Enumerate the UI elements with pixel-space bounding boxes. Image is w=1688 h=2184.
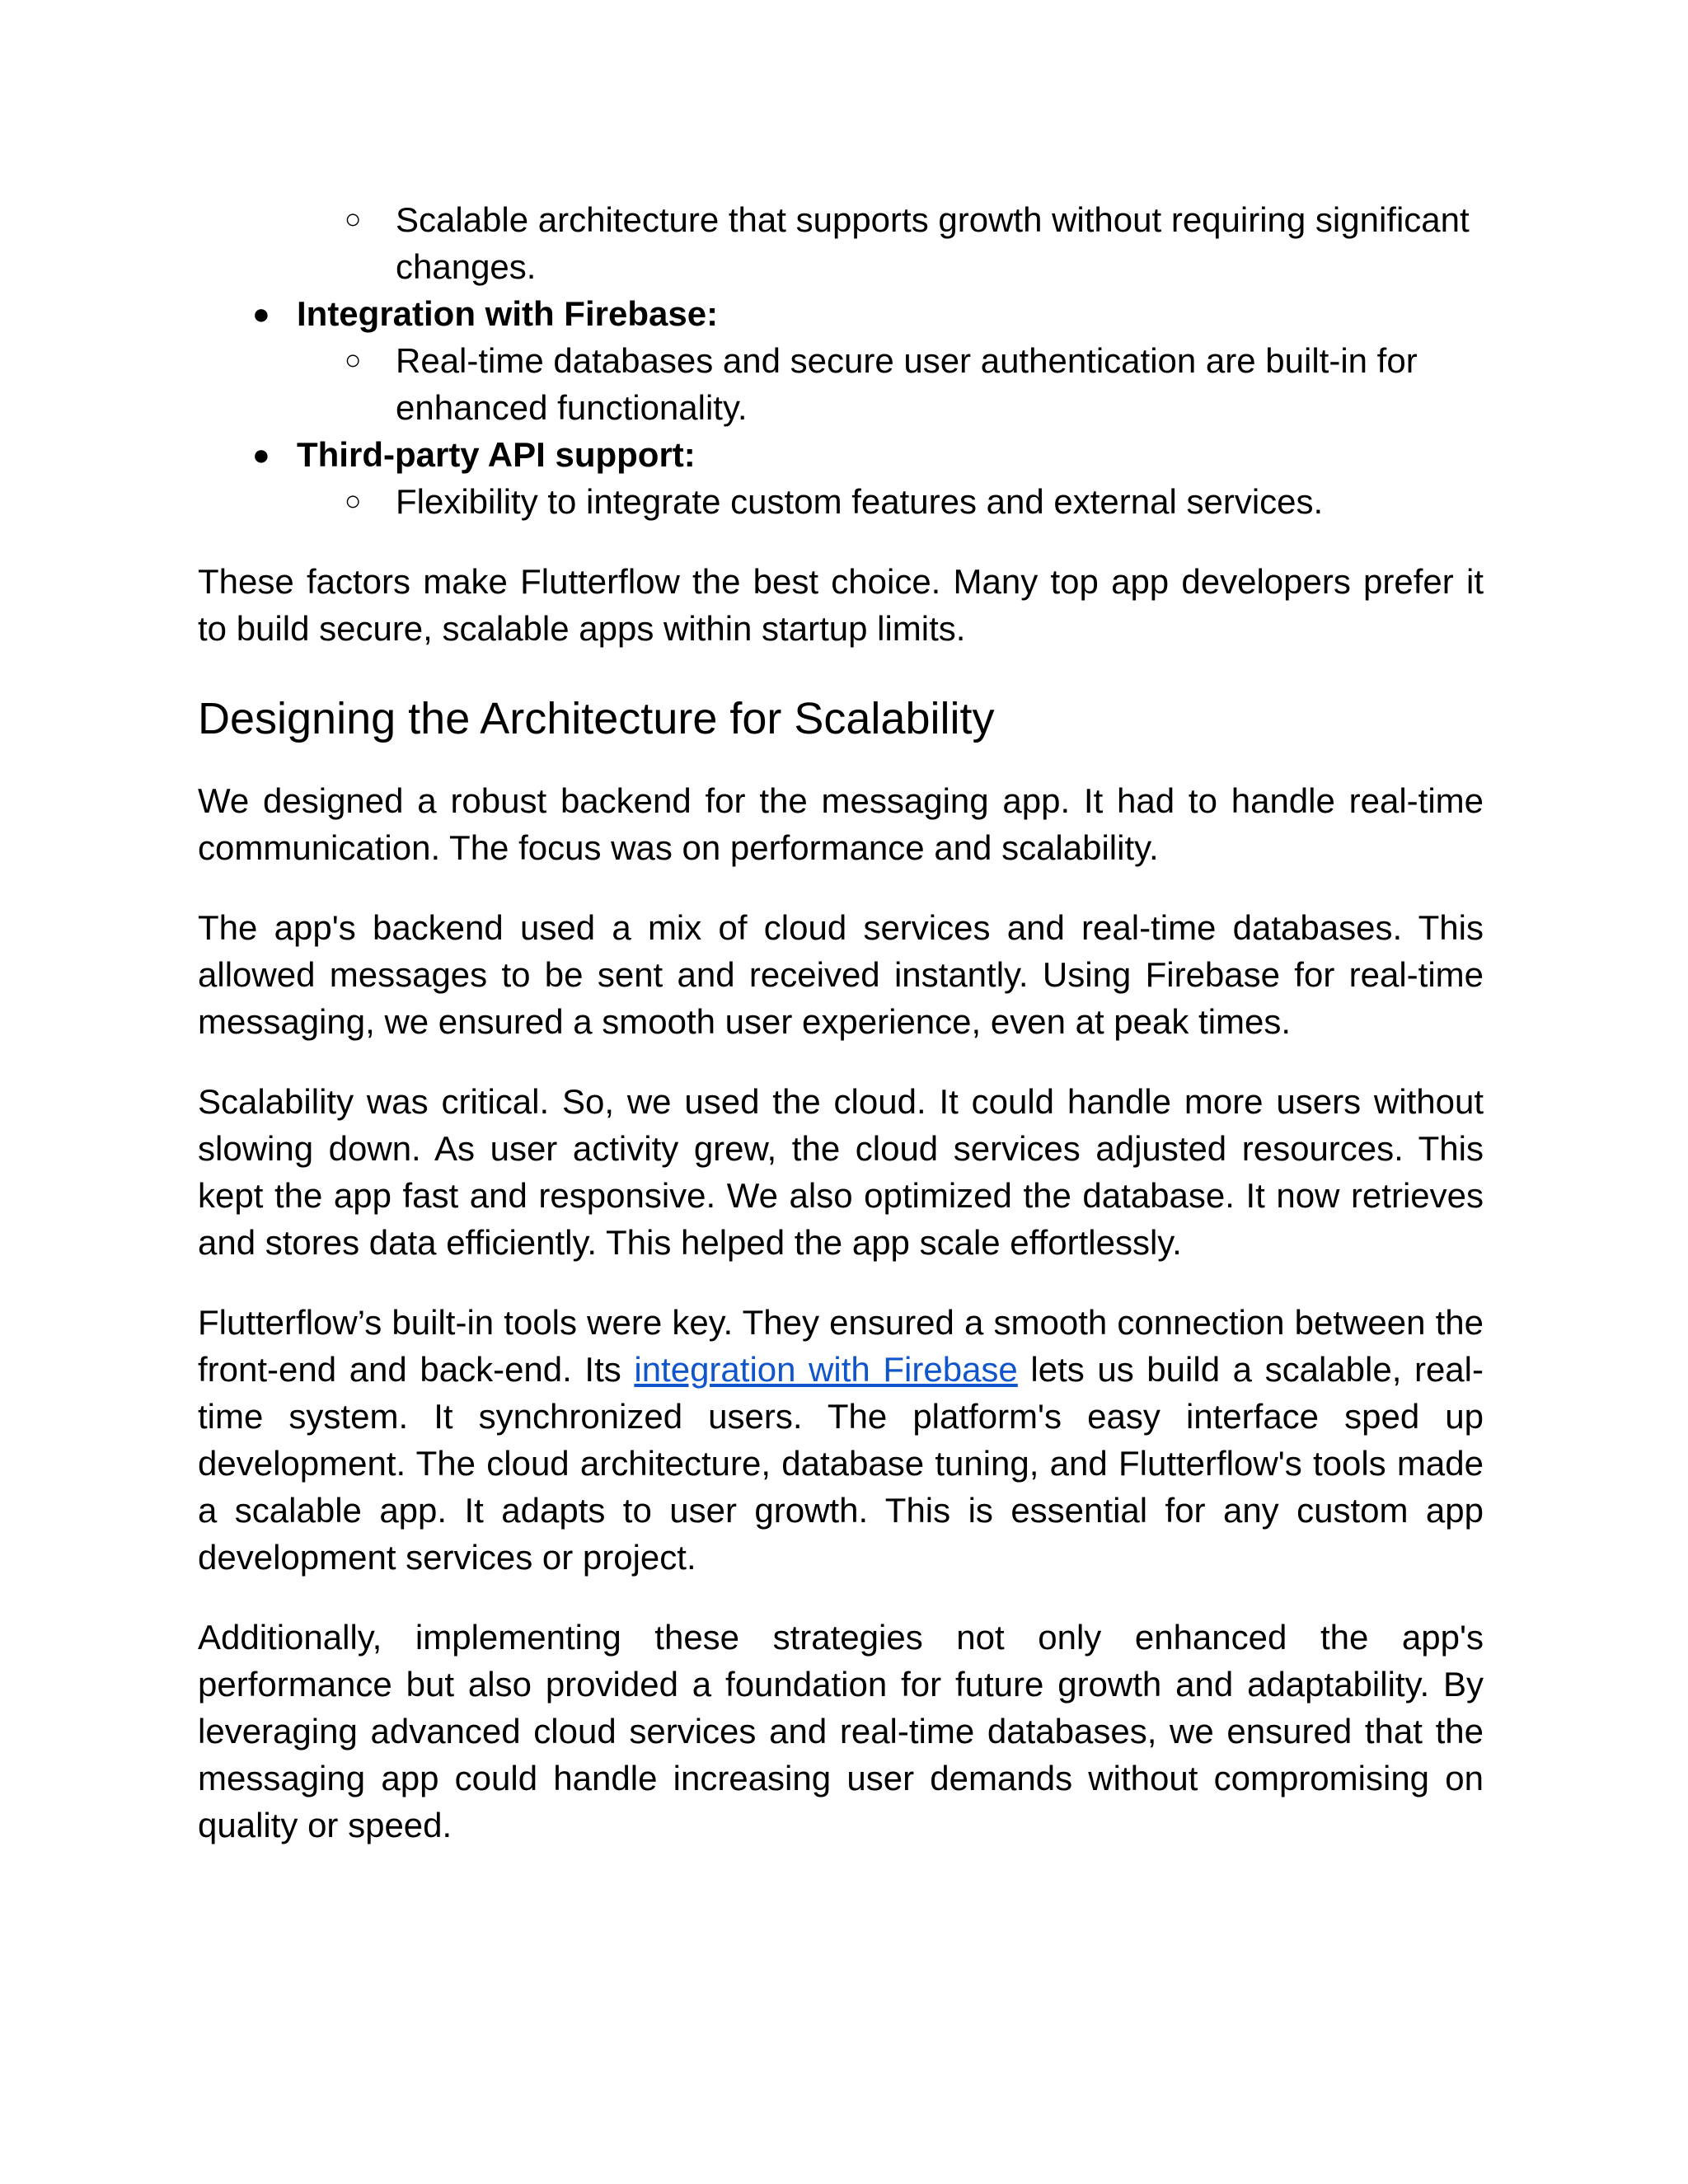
body-paragraph-with-link bbox=[198, 1299, 1484, 1581]
body-paragraph: The app's backend used a mix of cloud services and real-time databases. This allowed messages to be sent and received instantly. Using Firebase for real-time messaging, we ensured a smooth user experience, even at peak times. bbox=[198, 908, 1484, 1041]
list-item-api bbox=[198, 431, 1484, 478]
api-sublist bbox=[198, 478, 1484, 525]
closing-paragraph: Additionally, implementing these strategies not only enhanced the app's performance but also provided a foundation for future growth and adaptability. By leveraging advanced cloud services and real-time databases, we ensured that the messaging app could handle increasing user demands without compromising on quality or speed. bbox=[198, 1618, 1484, 1844]
paragraph-text-before-link: Flutterflow’s built-in tools were key. They ensured a smooth connection between the front-end and back-end. Its bbox=[198, 1303, 1484, 1389]
list-subitem-text: Flexibility to integrate custom features and external services. bbox=[396, 482, 1324, 521]
list-subitem bbox=[198, 337, 1484, 431]
continued-sublist bbox=[198, 196, 1484, 290]
list-subitem-text: Real-time databases and secure user authentication are built-in for enhanced functionality. bbox=[396, 341, 1418, 427]
list-subitem bbox=[198, 478, 1484, 525]
hollow-bullet-icon: ○ bbox=[345, 204, 362, 235]
intro-paragraph: These factors make Flutterflow the best choice. Many top app developers prefer it to build secure, scalable apps within startup limits. bbox=[198, 562, 1484, 648]
section-heading: Designing the Architecture for Scalability bbox=[198, 694, 995, 743]
list-subitem bbox=[198, 196, 1484, 290]
body-paragraph: We designed a robust backend for the messaging app. It had to handle real-time communication. The focus was on performance and scalability. bbox=[198, 781, 1484, 867]
list-item-label: Third-party API support: bbox=[297, 435, 696, 474]
list-item-firebase bbox=[198, 290, 1484, 337]
filled-bullet-icon: ● bbox=[252, 438, 270, 471]
firebase-sublist bbox=[198, 337, 1484, 431]
list-subitem-text: Scalable architecture that supports growth without requiring significant changes. bbox=[396, 200, 1470, 286]
hollow-bullet-icon: ○ bbox=[345, 344, 362, 376]
body-paragraph: Scalability was critical. So, we used the cloud. It could handle more users without slowing down. As user activity grew, the cloud services adjusted resources. This kept the app fast and responsive. We also optimized the database. It now retrieves and stores data efficiently. This helped the app scale effortlessly. bbox=[198, 1082, 1484, 1262]
list-item-label: Integration with Firebase: bbox=[297, 294, 719, 333]
firebase-integration-link[interactable]: integration with Firebase bbox=[634, 1350, 1018, 1389]
filled-bullet-icon: ● bbox=[252, 297, 270, 330]
hollow-bullet-icon: ○ bbox=[345, 485, 362, 517]
document-content bbox=[198, 196, 1484, 1849]
paragraph-text-after-link: lets us build a scalable, real-time system. It synchronized users. The platform's easy interface sped up development. The cloud architecture, database tuning, and Flutterflow's tools made a scalable app. It adapts to user growth. This is essential for any custom app development services or project. bbox=[198, 1350, 1484, 1577]
feature-list bbox=[198, 290, 1484, 337]
feature-list-continued bbox=[198, 431, 1484, 478]
